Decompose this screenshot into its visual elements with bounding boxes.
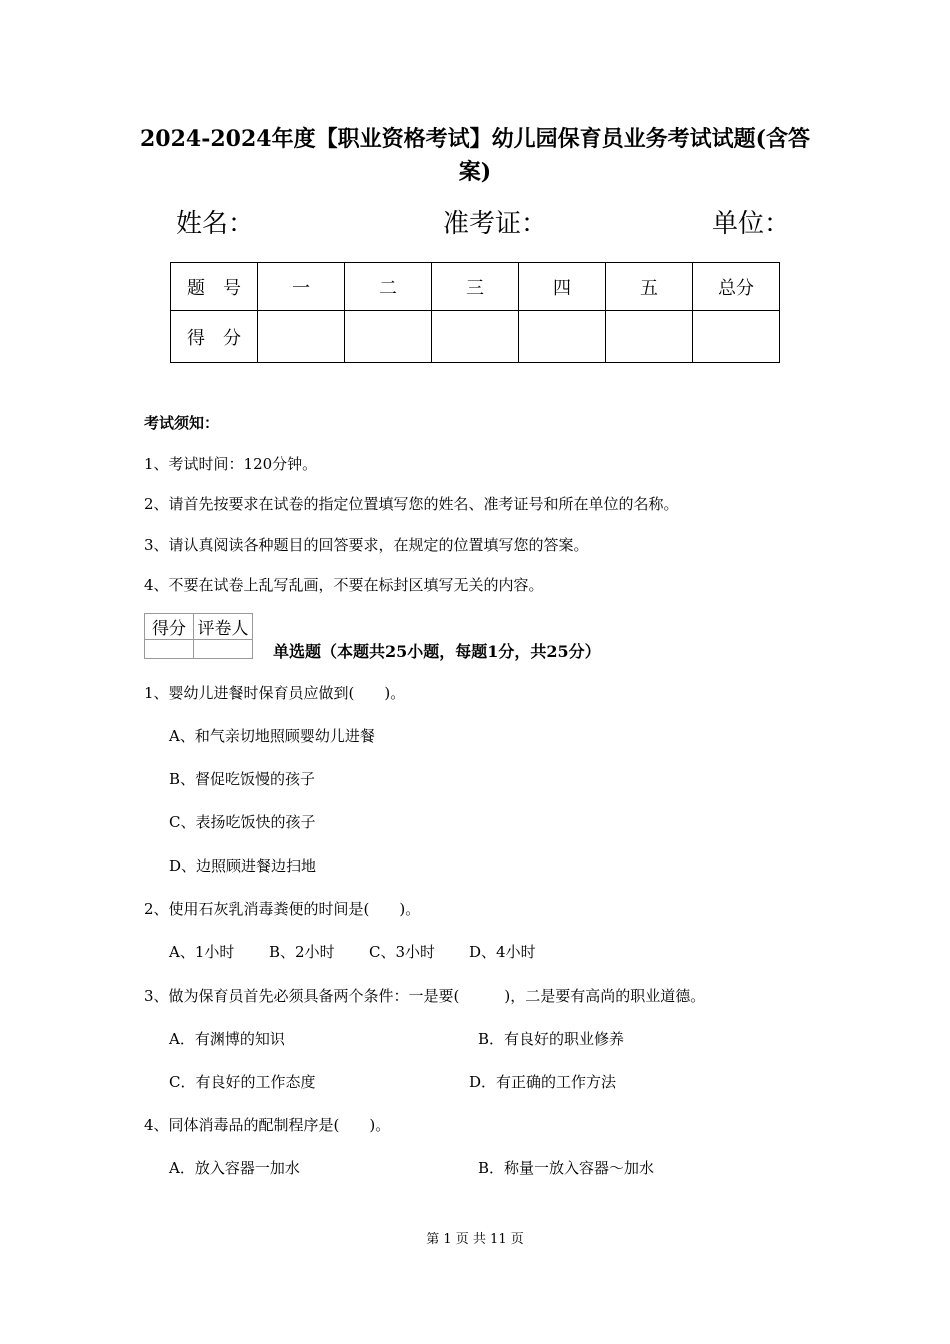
grader-name-cell[interactable] bbox=[194, 640, 253, 659]
question-option: C．有良好的工作态度 bbox=[169, 1073, 316, 1091]
score-table-score-row bbox=[171, 311, 780, 363]
score-entry-cell[interactable] bbox=[606, 311, 693, 363]
question-stem: 2、使用石灰乳消毒粪便的时间是( )。 bbox=[144, 900, 421, 918]
name-field-label: 姓名： bbox=[176, 209, 255, 239]
score-table-cell: 三 bbox=[432, 263, 519, 311]
question-option: A、1小时 bbox=[169, 943, 235, 961]
score-table-header-row bbox=[171, 263, 780, 311]
question-option: C、3小时 bbox=[369, 943, 436, 961]
question-option: B、督促吃饭慢的孩子 bbox=[169, 770, 316, 788]
score-table bbox=[170, 262, 780, 363]
score-entry-cell[interactable] bbox=[693, 311, 780, 363]
score-entry-cell[interactable] bbox=[258, 311, 345, 363]
question-stem: 3、做为保育员首先必须具备两个条件：一是要( )，二是要有高尚的职业道德。 bbox=[144, 987, 706, 1005]
grader-score-label: 得分 bbox=[145, 614, 194, 640]
question-option: A．有渊博的知识 bbox=[169, 1030, 285, 1048]
score-entry-cell[interactable] bbox=[432, 311, 519, 363]
grader-score-cell[interactable] bbox=[145, 640, 194, 659]
document-title-line-2: 案) bbox=[458, 159, 492, 185]
question-option: D．有正确的工作方法 bbox=[469, 1073, 617, 1091]
question-option: C、表扬吃饭快的孩子 bbox=[169, 813, 316, 831]
grader-name-label: 评卷人 bbox=[194, 614, 253, 640]
unit-field-label: 单位： bbox=[712, 209, 791, 239]
question-option: A．放入容器一加水 bbox=[169, 1159, 300, 1177]
exam-id-field-label: 准考证： bbox=[443, 209, 548, 239]
notice-item: 4、不要在试卷上乱写乱画，不要在标封区填写无关的内容。 bbox=[144, 576, 544, 594]
grader-box bbox=[144, 613, 253, 659]
document-title-line-1: 2024-2024年度【职业资格考试】幼儿园保育员业务考试试题(含答 bbox=[139, 126, 810, 152]
question-option: D、4小时 bbox=[469, 943, 536, 961]
score-table-cell: 一 bbox=[258, 263, 345, 311]
notice-item: 1、考试时间：120分钟。 bbox=[144, 455, 318, 473]
score-table-cell: 总分 bbox=[693, 263, 780, 311]
notice-item: 3、请认真阅读各种题目的回答要求，在规定的位置填写您的答案。 bbox=[144, 536, 589, 554]
question-option: D、边照顾进餐边扫地 bbox=[169, 857, 317, 875]
score-table-cell: 二 bbox=[345, 263, 432, 311]
question-option: A、和气亲切地照顾婴幼儿进餐 bbox=[169, 727, 375, 745]
question-stem: 1、婴幼儿进餐时保育员应做到( )。 bbox=[144, 684, 406, 702]
question-stem: 4、同体消毒品的配制程序是( )。 bbox=[144, 1116, 391, 1134]
question-option: B、2小时 bbox=[269, 943, 335, 961]
score-entry-cell[interactable] bbox=[345, 311, 432, 363]
score-table-cell: 四 bbox=[519, 263, 606, 311]
score-entry-cell[interactable] bbox=[519, 311, 606, 363]
question-option: B．有良好的职业修养 bbox=[478, 1030, 625, 1048]
score-table-cell: 题 号 bbox=[171, 263, 258, 311]
score-table-cell: 得 分 bbox=[171, 311, 258, 363]
section-title: 单选题（本题共25小题，每题1分，共25分） bbox=[273, 642, 601, 661]
notice-item: 2、请首先按要求在试卷的指定位置填写您的姓名、准考证号和所在单位的名称。 bbox=[144, 495, 679, 513]
score-table-cell: 五 bbox=[606, 263, 693, 311]
question-option: B．称量一放入容器～加水 bbox=[478, 1159, 655, 1177]
notice-heading: 考试须知： bbox=[144, 414, 220, 432]
page-footer: 第 1 页 共 11 页 bbox=[426, 1232, 524, 1247]
